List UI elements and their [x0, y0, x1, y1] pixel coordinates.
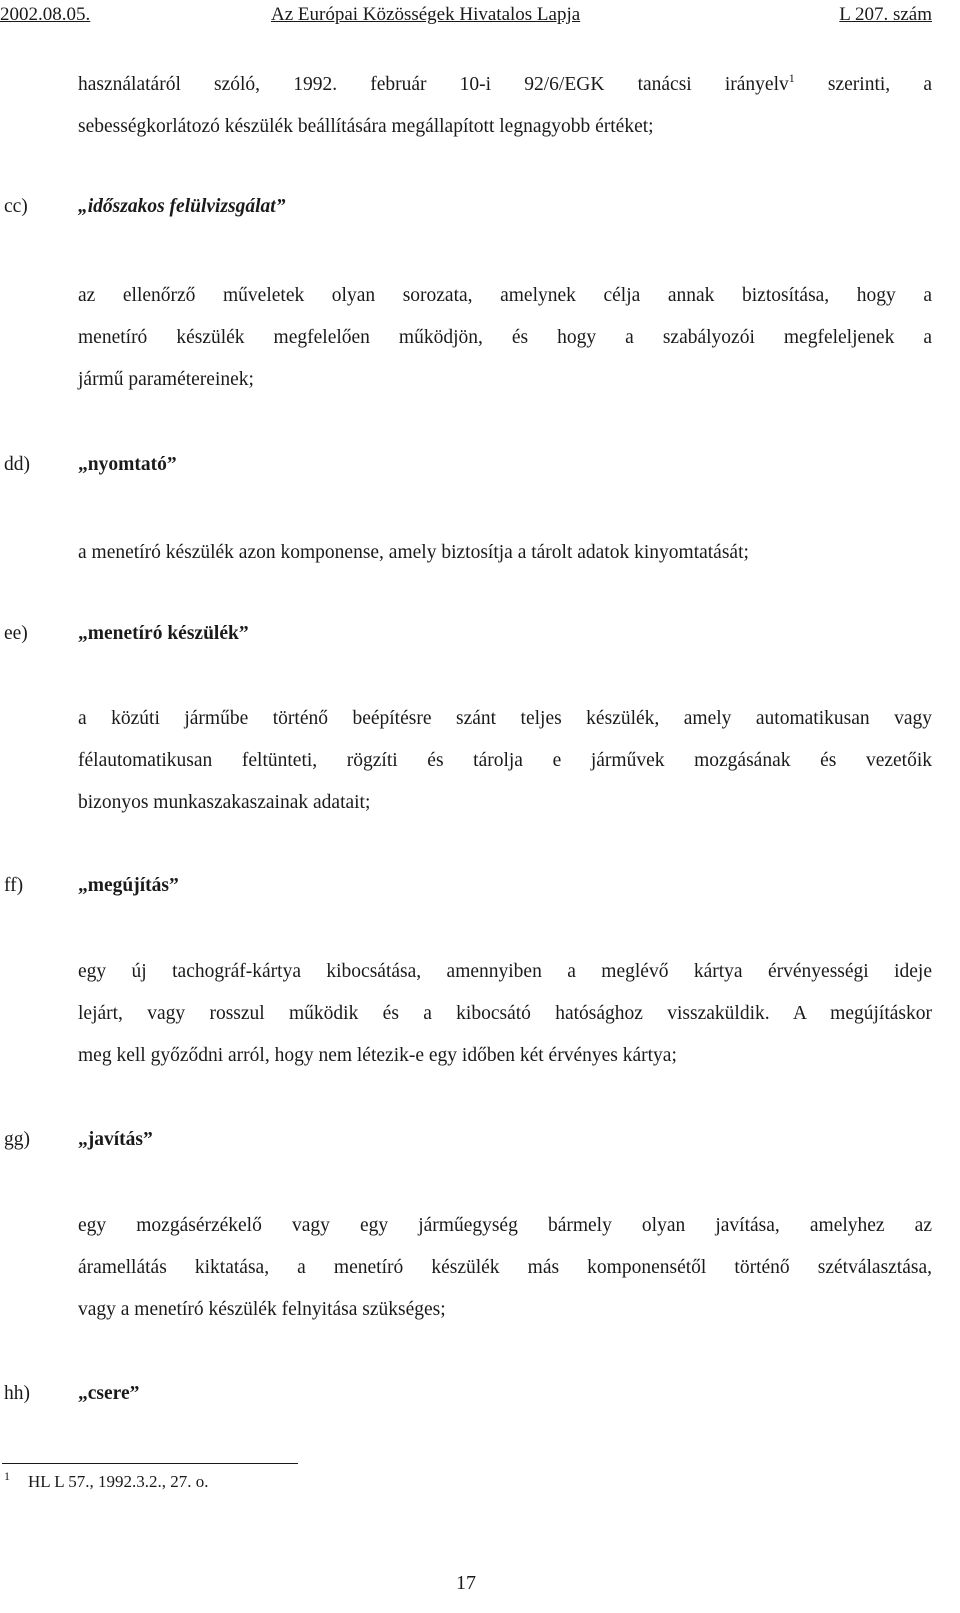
definition-line: jármű paramétereinek; — [78, 369, 254, 390]
definition-line: bizonyos munkaszakaszainak adatait; — [78, 792, 371, 813]
intro-line-1-text: használatáról szóló, 1992. február 10-i 92/6/EGK tanácsi irányelv — [78, 74, 789, 95]
definition-line: az ellenőrző műveletek olyan sorozata, amelynek célja annak biztosítása, hogy a — [78, 285, 932, 306]
definition-line: a közúti járműbe történő beépítésre szánt teljes készülék, amely automatikusan vagy — [78, 708, 932, 729]
item-label-hh: hh) — [4, 1383, 30, 1404]
item-definition-gg — [78, 1205, 932, 1331]
item-label-gg: gg) — [4, 1129, 30, 1150]
definition-line: egy új tachográf-kártya kibocsátása, amennyiben a meglévő kártya érvényességi ideje — [78, 961, 932, 982]
item-term-cc: „időszakos felülvizsgálat” — [78, 196, 286, 217]
intro-paragraph — [78, 64, 932, 148]
definition-line: vagy a menetíró készülék felnyitása szükséges; — [78, 1299, 446, 1320]
page-header — [0, 4, 932, 32]
definition-line: egy mozgásérzékelő vagy egy járműegység bármely olyan javítása, amelyhez az — [78, 1215, 932, 1236]
footnote — [4, 1469, 209, 1492]
item-definition-ee — [78, 698, 932, 824]
item-label-cc: cc) — [4, 196, 28, 217]
header-journal-title: Az Európai Közösségek Hivatalos Lapja — [271, 4, 581, 25]
header-issue-number: L 207. szám — [839, 4, 932, 25]
item-term-ee: „menetíró készülék” — [78, 623, 249, 644]
definition-line: menetíró készülék megfelelően működjön, és hogy a szabályozói megfeleljenek a — [78, 327, 932, 348]
intro-line-2: sebességkorlátozó készülék beállítására megállapított legnagyobb értéket; — [78, 116, 654, 137]
footnote-reference[interactable]: 1 — [788, 71, 795, 85]
footnote-text: HL L 57., 1992.3.2., 27. o. — [28, 1472, 209, 1491]
item-definition-dd — [78, 532, 932, 574]
definition-line: meg kell győződni arról, hogy nem létezik-e egy időben két érvényes kártya; — [78, 1045, 677, 1066]
item-label-dd: dd) — [4, 454, 30, 475]
item-label-ff: ff) — [4, 875, 24, 896]
intro-line-1 — [78, 64, 932, 106]
definition-line: lejárt, vagy rosszul működik és a kibocsátó hatósághoz visszaküldik. A megújításkor — [78, 1003, 932, 1024]
item-term-hh: „csere” — [78, 1383, 140, 1404]
page-number: 17 — [456, 1572, 476, 1594]
footnote-mark: 1 — [4, 1469, 10, 1483]
definition-line: áramellátás kiktatása, a menetíró készülék más komponensétől történő szétválasztása, — [78, 1257, 932, 1278]
item-definition-ff — [78, 951, 932, 1077]
item-term-gg: „javítás” — [78, 1129, 153, 1150]
item-definition-cc — [78, 275, 932, 401]
definition-line: a menetíró készülék azon komponense, amely biztosítja a tárolt adatok kinyomtatását; — [78, 542, 749, 563]
item-label-ee: ee) — [4, 623, 28, 644]
footnote-separator — [2, 1463, 298, 1464]
item-term-ff: „megújítás” — [78, 875, 179, 896]
item-term-dd: „nyomtató” — [78, 454, 177, 475]
header-date: 2002.08.05. — [0, 4, 91, 25]
definition-line: félautomatikusan feltünteti, rögzíti és tárolja e járművek mozgásának és vezetőik — [78, 750, 932, 771]
intro-line-1-tail: szerinti, a — [794, 74, 932, 95]
